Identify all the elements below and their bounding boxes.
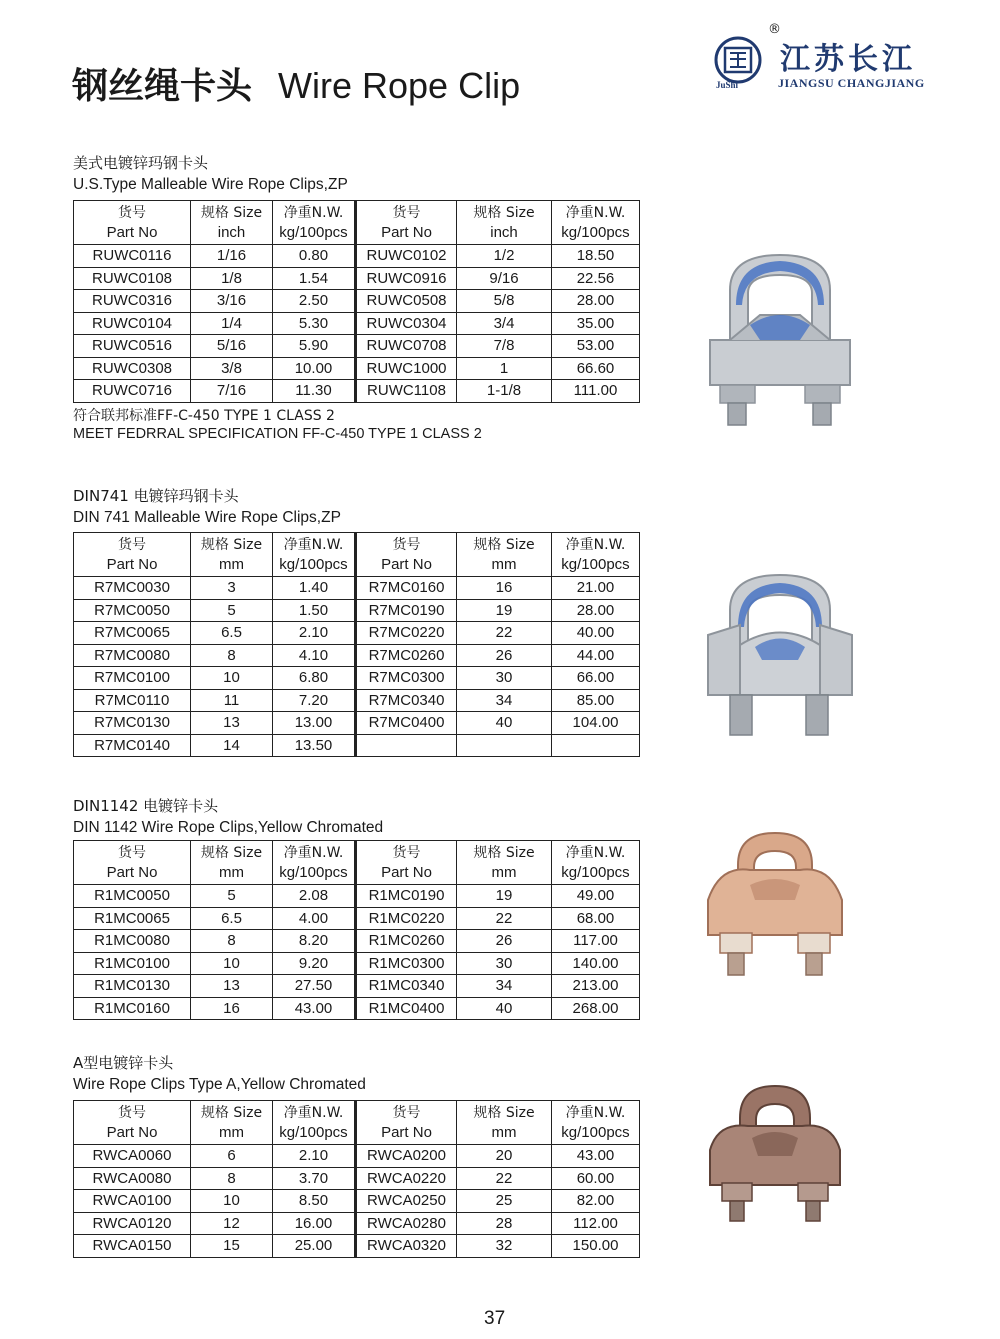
table-cell: 213.00: [552, 975, 640, 998]
section-din741-heading: [73, 486, 341, 528]
table-cell: 11.30: [273, 380, 356, 403]
table-cell: 22: [457, 907, 552, 930]
din1142-spec-table: [73, 840, 640, 1020]
table-cell: R7MC0300: [356, 667, 457, 690]
table-cell: 1.54: [273, 267, 356, 290]
table-row: [74, 712, 640, 735]
table-cell: 3: [191, 577, 273, 600]
table-row: [74, 734, 640, 757]
table-cell: R1MC0160: [74, 997, 191, 1020]
table-cell: 16: [191, 997, 273, 1020]
table-cell: [457, 734, 552, 757]
table-row: [74, 689, 640, 712]
section-title-en: Wire Rope Clips Type A,Yellow Chromated: [73, 1076, 366, 1093]
table-cell: 5.90: [273, 335, 356, 358]
section-title-cn: DIN1142 电镀锌卡头: [73, 797, 219, 815]
table-cell: R7MC0030: [74, 577, 191, 600]
table-cell: R1MC0190: [356, 885, 457, 908]
table-cell: 4.10: [273, 644, 356, 667]
table-cell: R7MC0160: [356, 577, 457, 600]
table-cell: R7MC0190: [356, 599, 457, 622]
table-cell: RUWC1000: [356, 357, 457, 380]
table-cell: 13: [191, 712, 273, 735]
table-cell: RUWC0116: [74, 245, 191, 268]
header-size: 规格 Size inch: [191, 201, 273, 245]
header-size: 规格 Size inch: [457, 201, 552, 245]
table-row: [74, 952, 640, 975]
table-cell: 10.00: [273, 357, 356, 380]
table-cell: 3/16: [191, 290, 273, 313]
table-cell: 28.00: [552, 290, 640, 313]
table-cell: 2.10: [273, 622, 356, 645]
header-part-no: 货号 Part No: [74, 1101, 191, 1145]
table-row: [74, 290, 640, 313]
table-cell: RUWC1108: [356, 380, 457, 403]
table-row: [74, 907, 640, 930]
table-cell: 11: [191, 689, 273, 712]
table-cell: 5/16: [191, 335, 273, 358]
table-cell: RWCA0280: [356, 1212, 457, 1235]
table-cell: 9/16: [457, 267, 552, 290]
table-cell: 3/8: [191, 357, 273, 380]
table-header-row: [74, 841, 640, 885]
header-weight: 净重N.W. kg/100pcs: [552, 533, 640, 577]
table-cell: 111.00: [552, 380, 640, 403]
header-size: 规格 Size mm: [191, 841, 273, 885]
table-cell: 28: [457, 1212, 552, 1235]
header-part-no: 货号 Part No: [356, 533, 457, 577]
table-cell: 19: [457, 885, 552, 908]
header-weight: 净重N.W. kg/100pcs: [273, 201, 356, 245]
spec-note-cn: 符合联邦标准FF-C-450 TYPE 1 CLASS 2: [73, 408, 335, 424]
table-cell: R7MC0400: [356, 712, 457, 735]
table-cell: [356, 734, 457, 757]
type-a-spec-table: [73, 1100, 640, 1258]
table-cell: 27.50: [273, 975, 356, 998]
table-row: [74, 1235, 640, 1258]
din741-clip-image: [700, 565, 860, 745]
table-cell: 8: [191, 1167, 273, 1190]
table-row: [74, 997, 640, 1020]
table-cell: 7/16: [191, 380, 273, 403]
table-cell: 25: [457, 1190, 552, 1213]
table-cell: 12: [191, 1212, 273, 1235]
table-cell: 8: [191, 930, 273, 953]
table-cell: 26: [457, 644, 552, 667]
table-cell: 16.00: [273, 1212, 356, 1235]
table-row: [74, 312, 640, 335]
table-cell: 40: [457, 997, 552, 1020]
section-title-en: DIN 1142 Wire Rope Clips,Yellow Chromated: [73, 819, 384, 836]
table-cell: 19: [457, 599, 552, 622]
table-cell: R7MC0260: [356, 644, 457, 667]
table-cell: [552, 734, 640, 757]
table-cell: 13.50: [273, 734, 356, 757]
table-cell: 14: [191, 734, 273, 757]
table-row: [74, 245, 640, 268]
table-cell: RWCA0250: [356, 1190, 457, 1213]
table-cell: 13: [191, 975, 273, 998]
table-header-row: [74, 533, 640, 577]
section-title-cn: DIN741 电镀锌玛钢卡头: [73, 487, 239, 505]
table-cell: 112.00: [552, 1212, 640, 1235]
table-cell: 3/4: [457, 312, 552, 335]
table-cell: R7MC0130: [74, 712, 191, 735]
table-cell: RWCA0060: [74, 1145, 191, 1168]
table-cell: 44.00: [552, 644, 640, 667]
table-row: [74, 885, 640, 908]
table-cell: 6.80: [273, 667, 356, 690]
page-title: [72, 58, 520, 109]
table-cell: 2.08: [273, 885, 356, 908]
table-cell: R1MC0220: [356, 907, 457, 930]
table-row: [74, 357, 640, 380]
table-row: [74, 1145, 640, 1168]
table-row: [74, 599, 640, 622]
table-cell: 1/4: [191, 312, 273, 335]
table-cell: R1MC0050: [74, 885, 191, 908]
table-cell: 22: [457, 622, 552, 645]
din741-spec-table: [73, 532, 640, 757]
table-cell: 1.40: [273, 577, 356, 600]
table-cell: R1MC0130: [74, 975, 191, 998]
table-cell: 1/2: [457, 245, 552, 268]
table-cell: 6: [191, 1145, 273, 1168]
table-cell: 104.00: [552, 712, 640, 735]
table-cell: RUWC0304: [356, 312, 457, 335]
table-cell: 26: [457, 930, 552, 953]
table-cell: R1MC0260: [356, 930, 457, 953]
type-a-clip-image: [700, 1080, 850, 1230]
table-cell: R7MC0110: [74, 689, 191, 712]
header-weight: 净重N.W. kg/100pcs: [552, 1101, 640, 1145]
table-cell: 5/8: [457, 290, 552, 313]
table-cell: 268.00: [552, 997, 640, 1020]
table-cell: 5.30: [273, 312, 356, 335]
registered-mark: ®: [768, 22, 781, 37]
header-weight: 净重N.W. kg/100pcs: [273, 1101, 356, 1145]
table-cell: 10: [191, 667, 273, 690]
header-size: 规格 Size mm: [457, 1101, 552, 1145]
table-cell: R7MC0080: [74, 644, 191, 667]
table-cell: 1.50: [273, 599, 356, 622]
header-size: 规格 Size mm: [457, 841, 552, 885]
table-header-row: [74, 1101, 640, 1145]
table-cell: 2.50: [273, 290, 356, 313]
table-cell: 35.00: [552, 312, 640, 335]
header-size: 规格 Size mm: [457, 533, 552, 577]
federal-spec-note: [73, 407, 482, 443]
table-cell: 66.00: [552, 667, 640, 690]
section-type-a-heading: [73, 1053, 366, 1095]
table-cell: RWCA0220: [356, 1167, 457, 1190]
table-cell: 3.70: [273, 1167, 356, 1190]
table-cell: 15: [191, 1235, 273, 1258]
table-cell: 21.00: [552, 577, 640, 600]
table-header-row: [74, 201, 640, 245]
table-cell: 30: [457, 952, 552, 975]
table-cell: 60.00: [552, 1167, 640, 1190]
table-cell: R7MC0340: [356, 689, 457, 712]
logo-name-cn: 江苏长江: [780, 42, 916, 77]
section-din1142-heading: [73, 796, 383, 838]
table-cell: 10: [191, 1190, 273, 1213]
table-cell: 117.00: [552, 930, 640, 953]
table-cell: RUWC0104: [74, 312, 191, 335]
table-cell: 7/8: [457, 335, 552, 358]
table-cell: RUWC0308: [74, 357, 191, 380]
table-cell: RUWC0708: [356, 335, 457, 358]
table-row: [74, 1190, 640, 1213]
table-cell: RUWC0102: [356, 245, 457, 268]
header-size: 规格 Size mm: [191, 533, 273, 577]
section-title-en: U.S.Type Malleable Wire Rope Clips,ZP: [73, 176, 348, 193]
table-cell: 85.00: [552, 689, 640, 712]
table-row: [74, 380, 640, 403]
table-row: [74, 930, 640, 953]
table-cell: 10: [191, 952, 273, 975]
page-title-cn: 钢丝绳卡头: [72, 66, 253, 107]
page-title-en: Wire Rope Clip: [278, 65, 521, 106]
table-cell: 49.00: [552, 885, 640, 908]
header-weight: 净重N.W. kg/100pcs: [552, 201, 640, 245]
table-cell: R7MC0050: [74, 599, 191, 622]
section-title-cn: A型电镀锌卡头: [73, 1054, 174, 1072]
table-cell: R1MC0400: [356, 997, 457, 1020]
table-cell: RUWC0916: [356, 267, 457, 290]
table-cell: 22: [457, 1167, 552, 1190]
header-part-no: 货号 Part No: [74, 533, 191, 577]
table-cell: 53.00: [552, 335, 640, 358]
table-row: [74, 1212, 640, 1235]
header-weight: 净重N.W. kg/100pcs: [273, 841, 356, 885]
table-cell: 6.5: [191, 622, 273, 645]
table-cell: 8.20: [273, 930, 356, 953]
table-cell: 13.00: [273, 712, 356, 735]
logo-name-en: JIANGSU CHANGJIANG: [778, 76, 925, 90]
table-cell: 8: [191, 644, 273, 667]
table-cell: 0.80: [273, 245, 356, 268]
table-cell: 18.50: [552, 245, 640, 268]
table-cell: 30: [457, 667, 552, 690]
table-cell: RUWC0316: [74, 290, 191, 313]
company-logo: [706, 22, 946, 102]
table-cell: 25.00: [273, 1235, 356, 1258]
table-row: [74, 644, 640, 667]
table-cell: 16: [457, 577, 552, 600]
table-cell: R1MC0080: [74, 930, 191, 953]
table-cell: 140.00: [552, 952, 640, 975]
table-row: [74, 577, 640, 600]
header-part-no: 货号 Part No: [356, 201, 457, 245]
table-cell: RWCA0120: [74, 1212, 191, 1235]
table-row: [74, 622, 640, 645]
table-row: [74, 335, 640, 358]
table-cell: 1/8: [191, 267, 273, 290]
jushi-logo-icon: [708, 32, 768, 92]
table-cell: 6.5: [191, 907, 273, 930]
table-cell: R7MC0140: [74, 734, 191, 757]
table-cell: RWCA0080: [74, 1167, 191, 1190]
table-cell: 68.00: [552, 907, 640, 930]
table-cell: RWCA0200: [356, 1145, 457, 1168]
din1142-clip-image: [700, 825, 850, 985]
table-row: [74, 667, 640, 690]
table-cell: RUWC0108: [74, 267, 191, 290]
spec-note-en: MEET FEDRRAL SPECIFICATION FF-C-450 TYPE 1 CLASS 2: [73, 426, 482, 442]
table-cell: 1: [457, 357, 552, 380]
table-cell: 40: [457, 712, 552, 735]
table-cell: 40.00: [552, 622, 640, 645]
table-cell: RWCA0150: [74, 1235, 191, 1258]
table-cell: 2.10: [273, 1145, 356, 1168]
logo-mark-letters: JuShi: [716, 80, 739, 90]
section-us-type-heading: [73, 153, 348, 195]
table-cell: 43.00: [273, 997, 356, 1020]
table-cell: RUWC0716: [74, 380, 191, 403]
table-cell: RUWC0516: [74, 335, 191, 358]
table-row: [74, 975, 640, 998]
section-title-cn: 美式电镀锌玛钢卡头: [73, 154, 209, 172]
table-cell: 20: [457, 1145, 552, 1168]
table-cell: R7MC0220: [356, 622, 457, 645]
table-cell: 34: [457, 689, 552, 712]
table-cell: R1MC0340: [356, 975, 457, 998]
table-cell: 43.00: [552, 1145, 640, 1168]
table-cell: 28.00: [552, 599, 640, 622]
table-cell: R1MC0065: [74, 907, 191, 930]
table-cell: RWCA0320: [356, 1235, 457, 1258]
table-cell: 4.00: [273, 907, 356, 930]
table-cell: 82.00: [552, 1190, 640, 1213]
header-part-no: 货号 Part No: [74, 201, 191, 245]
table-cell: 32: [457, 1235, 552, 1258]
header-weight: 净重N.W. kg/100pcs: [273, 533, 356, 577]
table-cell: 150.00: [552, 1235, 640, 1258]
table-cell: RWCA0100: [74, 1190, 191, 1213]
table-cell: 1/16: [191, 245, 273, 268]
header-part-no: 货号 Part No: [74, 841, 191, 885]
table-cell: 22.56: [552, 267, 640, 290]
table-cell: 7.20: [273, 689, 356, 712]
table-cell: RUWC0508: [356, 290, 457, 313]
table-cell: R1MC0100: [74, 952, 191, 975]
table-cell: 5: [191, 599, 273, 622]
section-title-en: DIN 741 Malleable Wire Rope Clips,ZP: [73, 509, 341, 526]
table-cell: 5: [191, 885, 273, 908]
header-size: 规格 Size mm: [191, 1101, 273, 1145]
table-cell: 8.50: [273, 1190, 356, 1213]
table-cell: 9.20: [273, 952, 356, 975]
header-weight: 净重N.W. kg/100pcs: [552, 841, 640, 885]
table-cell: 34: [457, 975, 552, 998]
header-part-no: 货号 Part No: [356, 841, 457, 885]
table-cell: 66.60: [552, 357, 640, 380]
us-type-clip-image: [700, 245, 860, 430]
table-cell: R7MC0065: [74, 622, 191, 645]
us-type-spec-table: [73, 200, 640, 403]
table-row: [74, 267, 640, 290]
table-cell: R1MC0300: [356, 952, 457, 975]
page-number: 37: [484, 1308, 506, 1329]
header-part-no: 货号 Part No: [356, 1101, 457, 1145]
table-cell: R7MC0100: [74, 667, 191, 690]
table-cell: 1-1/8: [457, 380, 552, 403]
table-row: [74, 1167, 640, 1190]
